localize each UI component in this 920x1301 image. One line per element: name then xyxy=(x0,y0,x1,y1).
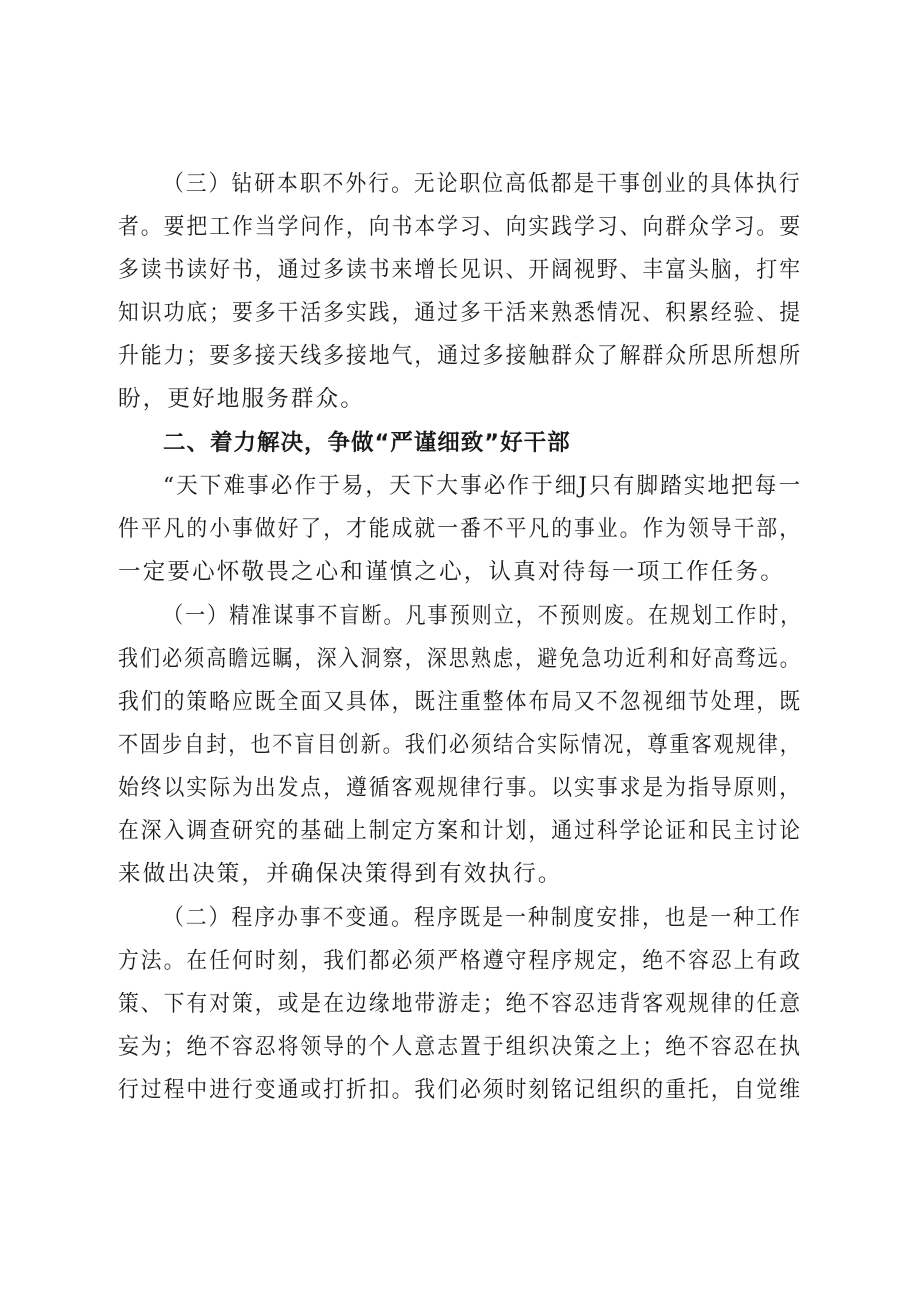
paragraph-line: 一定要心怀敬畏之心和谨慎之心，认真对待每一项工作任务。 xyxy=(118,559,785,585)
paragraph-line: （二）程序办事不变通。程序既是一种制度安排，也是一种工作 xyxy=(163,905,802,931)
paragraph-line: （三）钻研本职不外行。无论职位高低都是干事创业的具体执行 xyxy=(163,171,802,197)
paragraph-line: （一）精准谋事不盲断。凡事预则立，不预则废。在规划工作时， xyxy=(163,603,803,629)
paragraph-line: 不固步自封，也不盲目创新。我们必须结合实际情况，尊重客观规律， xyxy=(118,732,802,758)
paragraph-line: 来做出决策，并确保决策得到有效执行。 xyxy=(118,861,563,887)
paragraph-line: 知识功底；要多干活多实践，通过多干活来熟悉情况、积累经验、提 xyxy=(118,300,803,326)
paragraph-line: 行过程中进行变通或打折扣。我们必须时刻铭记组织的重托，自觉维 xyxy=(118,1077,803,1103)
paragraph-line: 始终以实际为出发点，遵循客观规律行事。以实事求是为指导原则， xyxy=(118,775,803,801)
paragraph-line: 者。要把工作当学问作，向书本学习、向实践学习、向群众学习。要 xyxy=(118,214,803,240)
paragraph-line: 盼，更好地服务群众。 xyxy=(118,386,366,412)
section-heading: 二、着力解决，争做“严谨细致”好干部 xyxy=(163,430,571,456)
paragraph-line: 在深入调查研究的基础上制定方案和计划，通过科学论证和民主讨论 xyxy=(118,818,803,844)
paragraph-line: 多读书读好书，通过多读书来增长见识、开阔视野、丰富头脑，打牢 xyxy=(118,257,803,283)
paragraph-line: 策、下有对策，或是在边缘地带游走；绝不容忍违背客观规律的任意 xyxy=(118,991,803,1017)
paragraph-line: 件平凡的小事做好了，才能成就一番不平凡的事业。作为领导干部， xyxy=(118,516,803,542)
paragraph-line: 我们的策略应既全面又具体，既注重整体布局又不忽视细节处理，既 xyxy=(118,689,803,715)
paragraph-line: 方法。在任何时刻，我们都必须严格遵守程序规定，绝不容忍上有政 xyxy=(118,948,803,974)
paragraph-line: 我们必须高瞻远瞩，深入洞察，深思熟虑，避免急功近利和好高骛远。 xyxy=(118,646,802,672)
paragraph-line: 升能力；要多接天线多接地气，通过多接触群众了解群众所思所想所 xyxy=(118,343,803,369)
paragraph-line: “天下难事必作于易，天下大事必作于细J只有脚踏实地把每一 xyxy=(163,473,803,499)
paragraph-line: 妄为；绝不容忍将领导的个人意志置于组织决策之上；绝不容忍在执 xyxy=(118,1034,803,1060)
